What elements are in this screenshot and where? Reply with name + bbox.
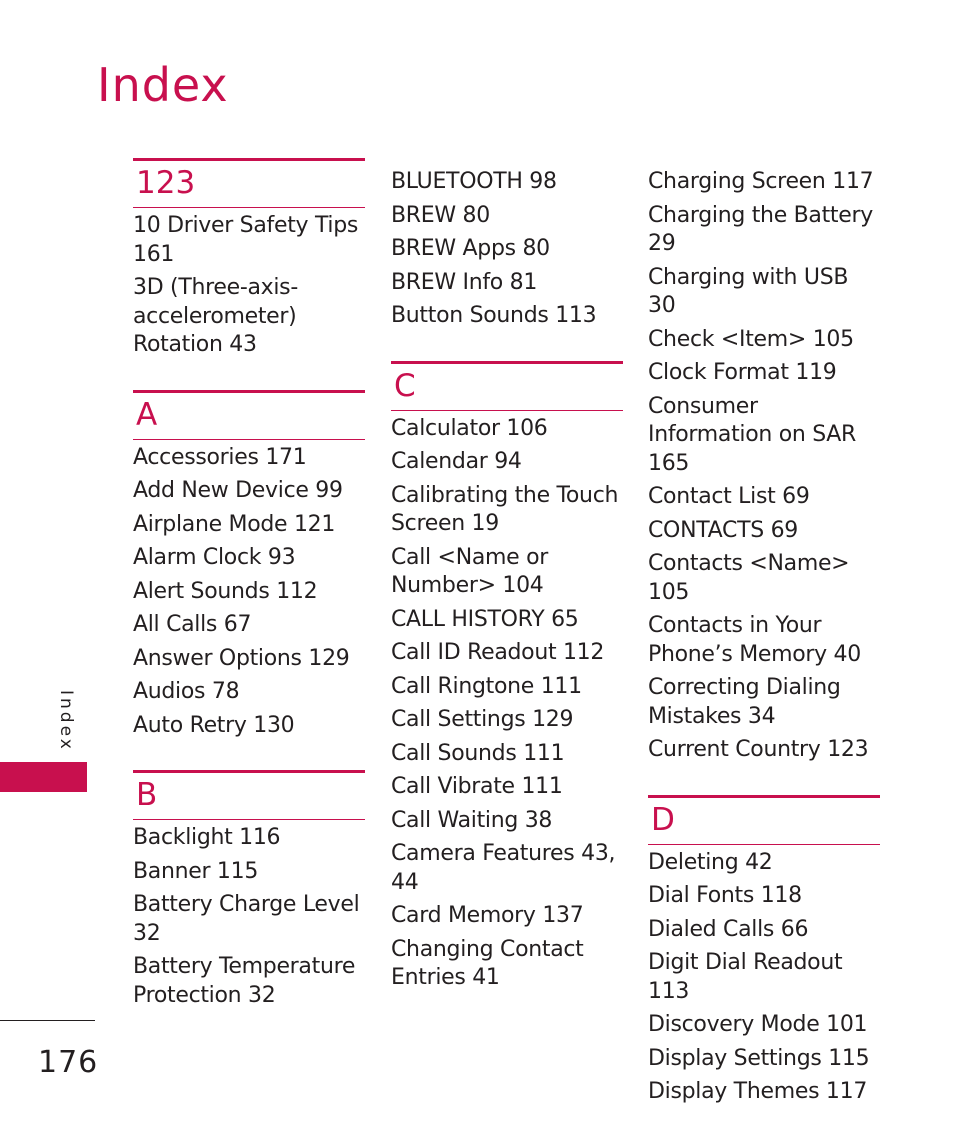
entry-list [391, 415, 623, 993]
index-entry: Call ID Readout 112 [391, 640, 605, 665]
index-entry: Call Vibrate 111 [391, 774, 563, 799]
index-entry: All Calls 67 [133, 612, 252, 637]
section-tab-marker [0, 762, 87, 792]
side-tab-text: Index [56, 690, 76, 752]
index-entry: 3D (Three-axis-accelerometer) Rotation 43 [133, 275, 298, 357]
index-entry: Call Waiting 38 [391, 807, 553, 833]
index-section-a [133, 390, 365, 741]
index-entry: Call Settings 129 [391, 707, 574, 732]
section-heading: B [133, 770, 365, 820]
index-entry: Charging Screen 117 [648, 169, 874, 194]
index-entry: Alert Sounds 112 [133, 578, 318, 604]
page-title: Index [97, 58, 229, 112]
index-entry: Accessories 171 [133, 444, 307, 470]
index-entry: BLUETOOTH 98 [391, 169, 557, 194]
index-entry: Changing Contact Entries 41 [391, 936, 584, 990]
index-entry: Button Sounds 113 [391, 303, 597, 328]
section-heading: D [648, 795, 880, 845]
index-entry: Charging with USB 30 [648, 264, 849, 318]
index-entry: Digit Dial Readout 113 [648, 950, 843, 1004]
index-entry: Call Sounds 111 [391, 740, 565, 766]
side-tab-label [56, 690, 138, 752]
index-entry: Clock Format 119 [648, 360, 837, 385]
index-entry: BREW Info 81 [391, 269, 538, 295]
section-heading: A [133, 390, 365, 440]
index-entry: Add New Device 99 [133, 478, 343, 503]
index-entry: Camera Features 43, 44 [391, 841, 616, 895]
index-entry: Current Country 123 [648, 737, 869, 762]
entry-list [133, 444, 365, 741]
index-section-c-continued [648, 168, 880, 765]
index-entry: Audios 78 [133, 679, 240, 704]
index-section-c [391, 361, 623, 993]
index-entry: Contacts in Your Phone’s Memory 40 [648, 613, 861, 667]
index-entry: 10 Driver Safety Tips 161 [133, 213, 359, 267]
index-entry: Calculator 106 [391, 415, 548, 441]
index-entry: Dial Fonts 118 [648, 883, 802, 908]
index-section-b-continued [391, 168, 623, 331]
index-entry: Display Themes 117 [648, 1079, 868, 1104]
index-entry: Card Memory 137 [391, 903, 584, 928]
section-heading: C [391, 361, 623, 411]
index-column-2 [391, 168, 623, 998]
index-entry: Alarm Clock 93 [133, 545, 296, 570]
entry-list [391, 168, 623, 331]
entry-list [648, 849, 880, 1107]
entry-list [648, 168, 880, 765]
index-entry: Battery Charge Level 32 [133, 892, 360, 946]
index-entry: Answer Options 129 [133, 645, 350, 671]
index-entry: Dialed Calls 66 [648, 916, 809, 942]
index-entry: Call <Name or Number> 104 [391, 544, 548, 598]
index-entry: CALL HISTORY 65 [391, 606, 579, 632]
index-entry: Calendar 94 [391, 449, 522, 474]
index-entry: Backlight 116 [133, 825, 281, 850]
index-section-b [133, 770, 365, 1010]
index-entry: CONTACTS 69 [648, 517, 798, 543]
entry-list [133, 212, 365, 360]
index-entry: Banner 115 [133, 858, 259, 884]
index-column-1 [133, 158, 365, 1015]
entry-list [133, 824, 365, 1010]
index-entry: Charging the Battery 29 [648, 202, 873, 256]
footer-rule [0, 1020, 95, 1021]
index-entry: Call Ringtone 111 [391, 673, 582, 699]
index-entry: Calibrating the Touch Screen 19 [391, 482, 619, 536]
index-section-d [648, 795, 880, 1107]
index-column-3 [648, 168, 880, 1112]
index-entry: Discovery Mode 101 [648, 1012, 868, 1037]
index-entry: Deleting 42 [648, 849, 773, 875]
index-entry: BREW 80 [391, 202, 490, 228]
index-entry: BREW Apps 80 [391, 236, 550, 261]
index-section-123 [133, 158, 365, 360]
index-entry: Correcting Dialing Mistakes 34 [648, 675, 841, 729]
index-entry: Contact List 69 [648, 484, 810, 509]
index-entry: Auto Retry 130 [133, 712, 295, 738]
index-entry: Consumer Information on SAR 165 [648, 393, 857, 476]
index-entry: Check <Item> 105 [648, 326, 854, 352]
index-entry: Display Settings 115 [648, 1045, 870, 1071]
index-entry: Contacts <Name> 105 [648, 551, 850, 605]
index-entry: Battery Temperature Protection 32 [133, 954, 356, 1008]
index-entry: Airplane Mode 121 [133, 511, 336, 537]
section-heading: 123 [133, 158, 365, 208]
page-number: 176 [38, 1045, 99, 1080]
